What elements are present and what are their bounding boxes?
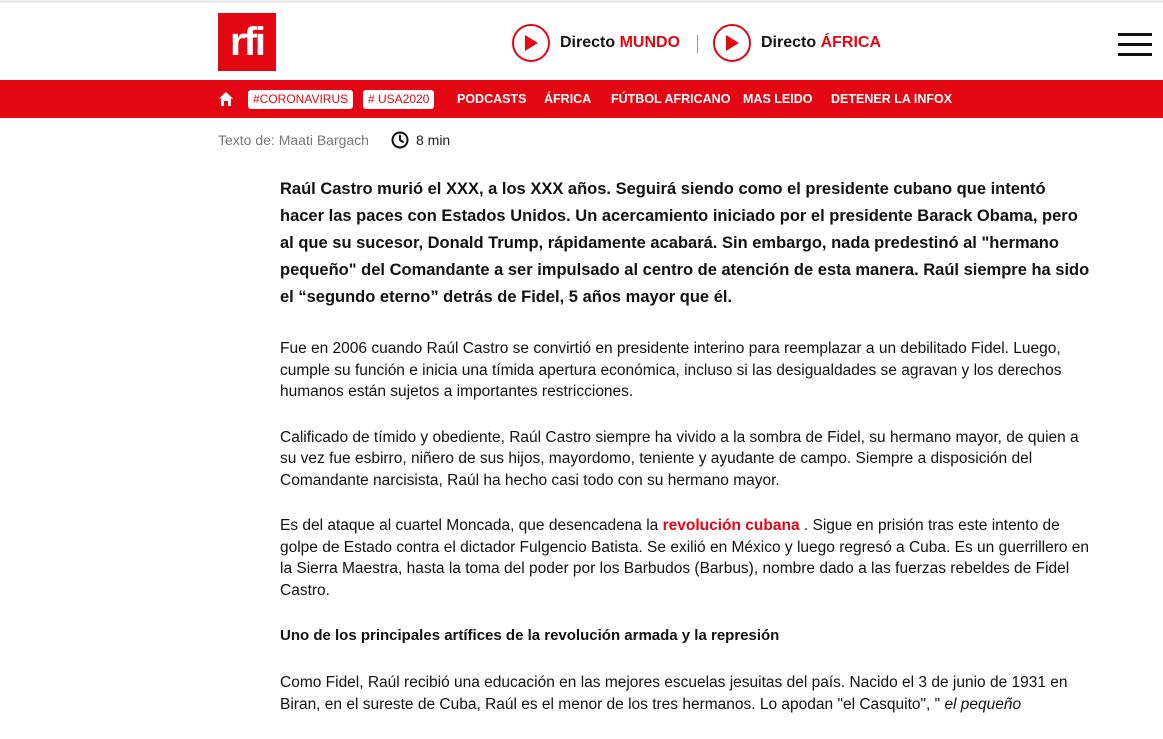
nav-item-africa[interactable]: ÁFRICA [544,92,592,106]
live-accent: ÁFRICA [820,34,882,51]
paragraph-text: Es del ataque al cuartel Moncada, que desencadena la [280,517,663,534]
home-icon[interactable] [218,91,234,107]
paragraph-text: . Sigue en prisión tras este intento de golpe de Estado contra el dictador Fulgencio Batista. Se exilió en México y luego regresó a Cuba. Es un guerrillero en la Sierra Maestra, hasta la toma del poder por los Barbudos (Barbus), nombre dado a las fuerzas rebeldes de Fidel Castro. [280,517,1090,599]
main-nav [0,80,1163,118]
live-mundo-link[interactable] [512,22,680,64]
paragraph-text: Como Fidel, Raúl recibió una educación en las mejores escuelas jesuitas del país. Nacido el 3 de junio de 1931 en Biran, en el sureste de Cuba, Raúl es el menor de los tres hermanos. Lo apodan "el Casquito", " [280,674,1068,713]
play-icon [713,24,751,62]
read-time-value: 8 min [415,132,451,148]
article-paragraph: Calificado de tímido y obediente, Raúl Castro siempre ha vivido a la sombra de Fidel, su hermano mayor, de quien a su vez fue esbirro, niñero de sus hijos, mayordomo, teniente y ayudante de campo. Siempre a disposición del Comandante narcisista, Raúl ha hecho casi todo con su hermano mayor. [280,428,1079,489]
article-paragraph [280,672,1092,715]
article-lead: Raúl Castro murió el XXX, a los XXX años. Seguirá siendo como el presidente cubano que intentó hacer las paces con Estados Unidos. Un acercamiento iniciado por el presidente Barack Obama, pero al que su sucesor, Donald Trump, rápidamente acabará. Sin embargo, nada predestinó al "hermano pequeño" del Comandante a ser impulsado al centro de atención de esta manera. Raúl siempre ha sido el “segundo eterno” detrás de Fidel, 5 años mayor que él. [280,180,1090,306]
nav-item-detener-la-infox[interactable]: DETENER LA INFOX [831,92,953,106]
clock-icon [391,131,409,149]
hamburger-menu-icon[interactable] [1118,33,1152,57]
nav-item-podcasts[interactable]: PODCASTS [457,92,527,106]
article-byline [218,130,450,150]
nav-tag-usa2020[interactable]: # USA2020 [363,90,434,109]
article-paragraph [280,515,1092,601]
site-header [0,3,1163,80]
live-mundo-label [560,34,680,52]
live-prefix: Directo [761,34,817,51]
rfi-logo[interactable]: rfi [218,13,276,71]
nav-item-mas-leido[interactable]: MAS LEIDO [743,92,813,106]
revolucion-cubana-link[interactable]: revolución cubana [662,517,800,534]
live-prefix: Directo [560,34,616,51]
live-africa-link[interactable] [713,22,881,64]
nav-item-futbol-africano[interactable]: FÚTBOL AFRICANO [611,92,731,106]
author-label[interactable]: Texto de: Maati Bargach [218,132,369,148]
nav-tag-coronavirus[interactable]: #CORONAVIRUS [248,90,353,109]
live-separator [697,35,698,53]
read-time [391,131,450,149]
live-africa-label [761,34,881,52]
article-body [280,176,1092,739]
paragraph-emphasis: el pequeño [944,695,1022,713]
play-icon [512,24,550,62]
live-accent: MUNDO [619,34,681,51]
article-paragraph: Fue en 2006 cuando Raúl Castro se convirtió en presidente interino para reemplazar a un debilitado Fidel. Luego, cumple su función e inicia una tímida apertura económica, incluso si las desigualdades se agravan y los derechos humanos están sujetos a importantes restricciones. [280,340,1062,400]
article-subheading: Uno de los principales artífices de la revolución armada y la represión [280,627,780,644]
